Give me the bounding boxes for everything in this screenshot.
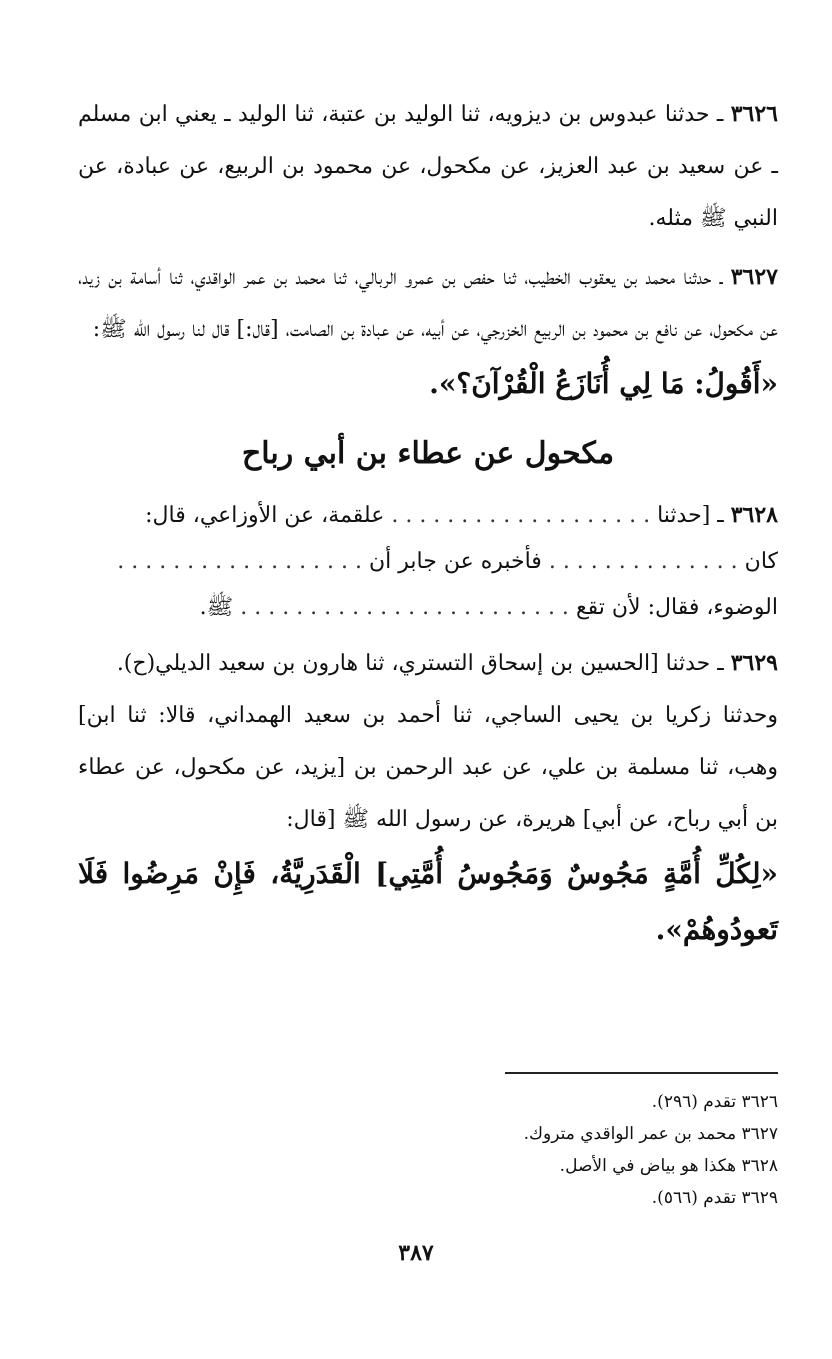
hadith-text: علقمة، عن الأوزاعي، قال: bbox=[145, 503, 385, 528]
hadith-text: ـ [حدثنا bbox=[657, 503, 724, 528]
hadith-3627 bbox=[78, 251, 778, 356]
hadith-text: ـ حدثنا محمد بن يعقوب الخطيب، ثنا حفص بن عمرو الربالي، ثنا محمد بن عمر الواقدي، ثنا أسامة بن زيد، عن مكحول، عن نافع بن محمود بن الربيع الخزرجي، عن أبيه، عن عبادة بن الصامت، [قال:] قال لنا رسول الله ﷺ: bbox=[78, 265, 778, 342]
page-body bbox=[78, 88, 778, 958]
lacuna-dots: . . . . . . . . . . . . . . . . . . . . . . . . bbox=[240, 595, 569, 620]
hadith-quote: «أَقُولُ: مَا لِي أُنَازَعُ الْقُرْآنَ؟». bbox=[429, 367, 778, 400]
hadith-number: ٣٦٢٩ bbox=[730, 650, 778, 676]
hadith-text: ﷺ. bbox=[199, 595, 234, 620]
footnote: ٣٦٢٩ تقدم (٥٦٦). bbox=[651, 1188, 778, 1208]
hadith-text: كان bbox=[744, 549, 778, 574]
footnote-divider bbox=[505, 1072, 778, 1074]
hadith-text: ـ حدثنا عبدوس بن ديزويه، ثنا الوليد بن عتبة، ثنا الوليد ـ يعني ابن مسلم ـ عن سعيد بن عبد العزيز، عن مكحول، عن محمود بن الربيع، عن عبادة، عن النبي ﷺ مثله. bbox=[78, 102, 778, 231]
hadith-3629 bbox=[78, 637, 778, 690]
hadith-number: ٣٦٢٦ bbox=[730, 101, 778, 127]
hadith-number: ٣٦٢٧ bbox=[730, 264, 778, 290]
hadith-text: الوضوء، فقال: لأن تقع bbox=[575, 595, 778, 620]
footnotes bbox=[360, 1086, 778, 1214]
page-number: ٣٨٧ bbox=[398, 1240, 434, 1266]
hadith-3628 bbox=[78, 492, 778, 631]
footnote: ٣٦٢٧ محمد بن عمر الواقدي متروك. bbox=[523, 1124, 778, 1144]
lacuna-dots: . . . . . . . . . . . . . . . . . . bbox=[117, 549, 363, 574]
hadith-text: فأخبره عن جابر أن bbox=[369, 549, 542, 574]
footnote: ٣٦٢٦ تقدم (٢٩٦). bbox=[651, 1092, 778, 1112]
hadith-line bbox=[78, 585, 778, 631]
section-heading: مكحول عن عطاء بن أبي رباح bbox=[241, 436, 615, 471]
lacuna-dots: . . . . . . . . . . . . . . . . . . . bbox=[391, 503, 651, 528]
hadith-3626 bbox=[78, 88, 778, 245]
hadith-line bbox=[78, 492, 778, 539]
lacuna-dots: . . . . . . . . . . . . . . bbox=[548, 549, 738, 574]
hadith-number: ٣٦٢٨ bbox=[730, 502, 778, 528]
hadith-line bbox=[78, 539, 778, 585]
hadith-text: ـ حدثنا [الحسين بن إسحاق التستري، ثنا هارون بن سعيد الديلي(ح). bbox=[116, 651, 724, 676]
hadith-text-continued: وحدثنا زكريا بن يحيى الساجي، ثنا أحمد بن سعيد الهمداني، قالا: ثنا ابن] وهب، ثنا مسلمة بن علي، عن عبد الرحمن بن [يزيد، عن مكحول، عن عطاء بن أبي رباح، عن أبي] هريرة، عن رسول الله ﷺ [قال: bbox=[78, 703, 778, 832]
footnote: ٣٦٢٨ هكذا هو بياض في الأصل. bbox=[559, 1156, 778, 1176]
hadith-quote: «لِكُلِّ أُمَّةٍ مَجُوسٌ وَمَجُوسُ أُمَّتِي] الْقَدَرِيَّةُ، فَإِنْ مَرِضُوا فَلَا تَعودُوهُمْ». bbox=[78, 857, 778, 946]
